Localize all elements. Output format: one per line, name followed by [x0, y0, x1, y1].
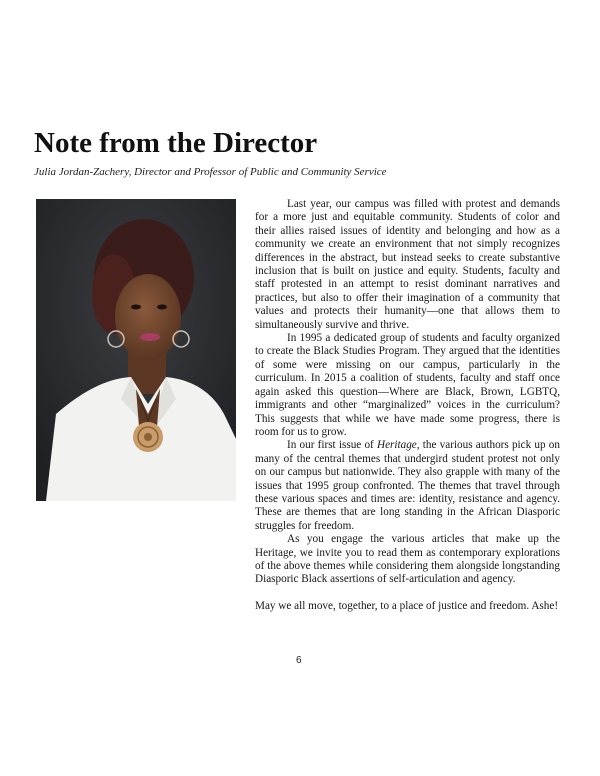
publication-title: Heritage	[377, 439, 417, 452]
body-paragraph: In 1995 a dedicated group of students and faculty organized to create the Black Studies Program. They argued that the identities of some were missing on our campus, particularly in the curriculum. In 2015 a coalition of students, faculty and staff once again asked this question—Where are Black, Brown, LGBTQ, immigrants and other “marginalized” voices in the curriculum? This suggests that while we have made some progress, there is room for us to grow.	[255, 332, 560, 438]
body-paragraph: As you engage the various articles that make up the Heritage, we invite you to read them as contemporary explorations of the above themes while considering them alongside longstanding Diasporic Black assertions of self-articulation and agency.	[255, 533, 560, 586]
article-body	[255, 198, 560, 613]
director-portrait-photo	[36, 199, 236, 501]
closing-line: May we all move, together, to a place of justice and freedom. Ashe!	[255, 599, 559, 612]
page-number: 6	[296, 655, 302, 666]
body-paragraph: In our first issue of Heritage, the various authors pick up on many of the central themes that undergird student protest not only on our campus but nationwide. They also grapple with many of the issues that 1995 group confronted. The themes that travel through these various spaces and times are: identity, resistance and agency. These are themes that are long standing in the African Diasporic struggles for freedom.	[255, 439, 560, 532]
author-byline: Julia Jordan-Zachery, Director and Professor of Public and Community Service	[34, 166, 387, 178]
page-title: Note from the Director	[34, 127, 318, 159]
body-paragraph: Last year, our campus was filled with protest and demands for a more just and equitable community. Students of color and their allies raised issues of identity and belonging and how as a community we create an environment that not simply recognizes differences in the abstract, but instead seeks to create substantive inclusion that is built on justice and equity. Students, faculty and staff protested in an attempt to resist dominant narratives and practices, but also to offer their imagination of a community that values and protects their humanity—one that allows them to simultaneously survive and thrive.	[255, 198, 560, 331]
